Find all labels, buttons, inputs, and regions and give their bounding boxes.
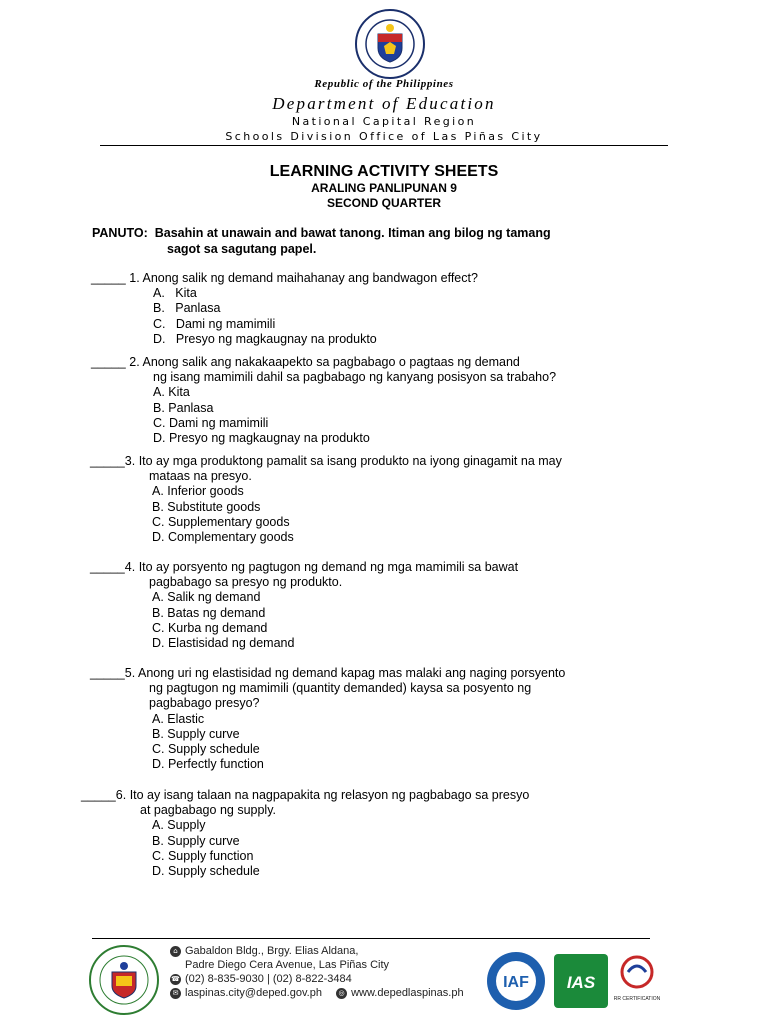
question-text-cont: ng pagtugon ng mamimili (quantity demanded) kaysa sa posyento ng bbox=[149, 681, 532, 696]
choice-a: A. Kita bbox=[153, 385, 190, 400]
globe-icon: ◎ bbox=[336, 988, 347, 999]
choice-d: D. Presyo ng magkaugnay na produkto bbox=[153, 431, 370, 446]
question-1 bbox=[91, 271, 478, 347]
choice-c: C. Kurba ng demand bbox=[152, 620, 268, 635]
email-address[interactable]: laspinas.city@deped.gov.ph bbox=[185, 987, 322, 999]
choice-c: C. Dami ng mamimili bbox=[153, 316, 276, 331]
choice-b: B. Supply curve bbox=[152, 833, 240, 848]
question-number: 3. bbox=[124, 454, 136, 468]
choice-b: B. Panlasa bbox=[153, 301, 221, 316]
department-line: Department of Education bbox=[272, 94, 496, 113]
choice-a: A. Supply bbox=[152, 818, 206, 833]
phone-icon: ☎ bbox=[171, 974, 180, 983]
instructions-line1: Basahin at unawain and bawat tanong. Itiman ang bilog ng tamang bbox=[154, 226, 551, 240]
choice-d: D. Elastisidad ng demand bbox=[152, 636, 295, 651]
question-text: Anong uri ng elastisidad ng demand kapag mas malaki ang naging porsyento bbox=[138, 666, 566, 680]
question-text: Anong salik ang nakakaapekto sa pagbabago o pagtaas ng demand bbox=[142, 355, 520, 369]
question-number: 4. bbox=[124, 560, 136, 574]
choice-d: D. Presyo ng magkaugnay na produkto bbox=[153, 331, 377, 346]
header-divider bbox=[100, 145, 668, 146]
phone-numbers: (02) 8-835-9030 | (02) 8-822-3484 bbox=[185, 973, 352, 985]
question-number: 6. bbox=[115, 788, 127, 802]
instructions-line2: sagot sa sagutang papel. bbox=[167, 242, 317, 256]
ias-certification-logo bbox=[552, 952, 610, 1010]
deped-seal-logo bbox=[354, 8, 426, 80]
question-text-cont: pagbabago sa presyo ng produkto. bbox=[149, 575, 343, 590]
division-logo bbox=[88, 944, 160, 1016]
question-4 bbox=[90, 560, 518, 651]
choice-b: B. Batas ng demand bbox=[152, 605, 266, 620]
question-text: Ito ay isang talaan na nagpapakita ng relasyon ng pagbabago sa presyo bbox=[129, 788, 530, 802]
quarter-title: SECOND QUARTER bbox=[326, 196, 441, 210]
region-line: National Capital Region bbox=[291, 115, 477, 128]
question-text: Ito ay mga produktong pamalit sa isang produkto na iyong ginagamit na may bbox=[138, 454, 562, 468]
sheet-title: LEARNING ACTIVITY SHEETS bbox=[269, 163, 499, 180]
rr-label: RR CERTIFICATION bbox=[614, 996, 660, 1002]
instructions bbox=[92, 225, 692, 257]
question-number: 5. bbox=[124, 666, 136, 680]
question-number: 2. bbox=[129, 355, 140, 369]
choice-a: A. Inferior goods bbox=[152, 484, 244, 499]
answer-blank[interactable]: _____ bbox=[90, 666, 125, 680]
question-2 bbox=[91, 355, 556, 446]
choice-b: B. Panlasa bbox=[153, 400, 214, 415]
question-number: 1. bbox=[129, 271, 140, 285]
answer-blank[interactable]: _____ bbox=[91, 271, 126, 285]
question-text-cont: pagbabago presyo? bbox=[149, 696, 260, 711]
ias-label: IAS bbox=[566, 973, 596, 992]
question-text: Anong salik ng demand maihahanay ang bandwagon effect? bbox=[142, 271, 478, 285]
rr-certification-logo bbox=[614, 952, 660, 1004]
choice-a: A. Elastic bbox=[152, 711, 205, 726]
question-text-cont: at pagbabago ng supply. bbox=[140, 803, 276, 818]
footer-divider bbox=[92, 938, 650, 939]
iaf-label: IAF bbox=[503, 974, 529, 991]
location-icon: ⌂ bbox=[170, 946, 181, 957]
address-line1: Gabaldon Bldg., Brgy. Elias Aldana, bbox=[185, 945, 359, 957]
choice-a: A. Salik ng demand bbox=[152, 590, 261, 605]
choice-d: D. Complementary goods bbox=[152, 530, 294, 545]
republic-line: Republic of the Philippines bbox=[314, 78, 454, 90]
choice-c: C. Supplementary goods bbox=[152, 514, 290, 529]
choice-a: A. Kita bbox=[153, 286, 197, 301]
question-5 bbox=[90, 666, 565, 772]
instructions-label: PANUTO: bbox=[92, 226, 148, 240]
choice-c: C. Supply schedule bbox=[152, 742, 260, 757]
question-3 bbox=[90, 454, 562, 545]
question-text: Ito ay porsyento ng pagtugon ng demand ng mga mamimili sa bawat bbox=[138, 560, 519, 574]
question-text-cont: ng isang mamimili dahil sa pagbabago ng kanyang posisyon sa trabaho? bbox=[153, 370, 557, 385]
choice-d: D. Perfectly function bbox=[152, 757, 264, 772]
footer-contact bbox=[170, 944, 464, 1000]
question-6 bbox=[81, 788, 529, 879]
choice-b: B. Supply curve bbox=[152, 726, 240, 741]
subject-title: ARALING PANLIPUNAN 9 bbox=[311, 181, 457, 195]
choice-c: C. Dami ng mamimili bbox=[153, 415, 269, 430]
choice-c: C. Supply function bbox=[152, 848, 254, 863]
answer-blank[interactable]: _____ bbox=[81, 788, 116, 802]
address-line2: Padre Diego Cera Avenue, Las Piñas City bbox=[185, 959, 390, 971]
question-text-cont: mataas na presyo. bbox=[149, 469, 252, 484]
answer-blank[interactable]: _____ bbox=[91, 355, 126, 369]
iaf-certification-logo bbox=[484, 950, 548, 1012]
choice-b: B. Substitute goods bbox=[152, 499, 261, 514]
answer-blank[interactable]: _____ bbox=[90, 454, 125, 468]
website-url[interactable]: www.depedlaspinas.ph bbox=[351, 987, 464, 999]
email-icon: ✉ bbox=[170, 988, 181, 999]
division-line: Schools Division Office of Las Piñas City bbox=[225, 130, 543, 143]
choice-d: D. Supply schedule bbox=[152, 864, 260, 879]
answer-blank[interactable]: _____ bbox=[90, 560, 125, 574]
